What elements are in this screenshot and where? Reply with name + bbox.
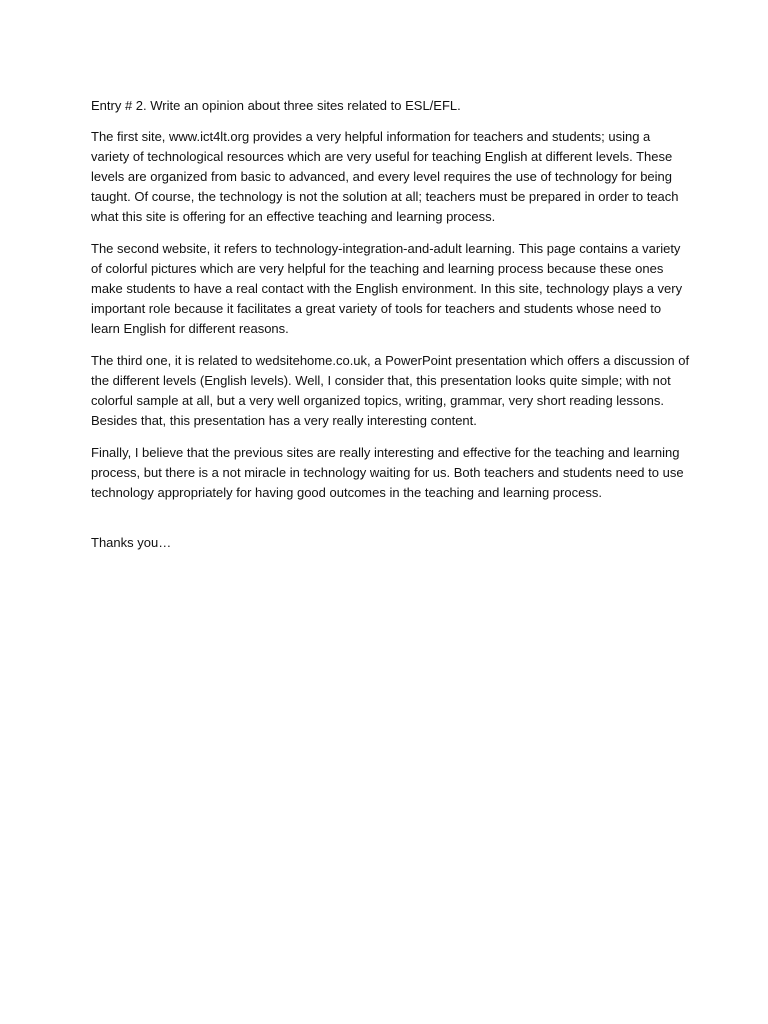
document-page	[91, 96, 691, 566]
entry-heading: Entry # 2. Write an opinion about three sites related to ESL/EFL.	[91, 98, 461, 113]
closing-line: Thanks you…	[91, 535, 172, 550]
paragraph-third-site: The third one, it is related to wedsitehome.co.uk, a PowerPoint presentation which offers a discussion of the different levels (English levels). Well, I consider that, this presentation looks quite simple; with not colorful sample at all, but a very well organized topics, writing, grammar, very short reading lessons. Besides that, this presentation has a very really interesting content.	[91, 353, 690, 428]
paragraph-conclusion: Finally, I believe that the previous sites are really interesting and effective for the teaching and learning process, but there is a not miracle in technology waiting for us. Both teachers and students need to use technology appropriately for having good outcomes in the teaching and learning process.	[91, 445, 684, 500]
paragraph-second-site: The second website, it refers to technology-integration-and-adult learning. This page contains a variety of colorful pictures which are very helpful for the teaching and learning process because these ones make students to have a real contact with the English environment. In this site, technology plays a very important role because it facilitates a great variety of tools for teachers and students whose need to learn English for different reasons.	[91, 241, 683, 336]
paragraph-first-site: The first site, www.ict4lt.org provides a very helpful information for teachers and students; using a variety of technological resources which are very useful for teaching English at different levels. These levels are organized from basic to advanced, and every level requires the use of technology for being taught. Of course, the technology is not the solution at all; teachers must be prepared in order to teach what this site is offering for an effective teaching and learning process.	[91, 129, 679, 224]
